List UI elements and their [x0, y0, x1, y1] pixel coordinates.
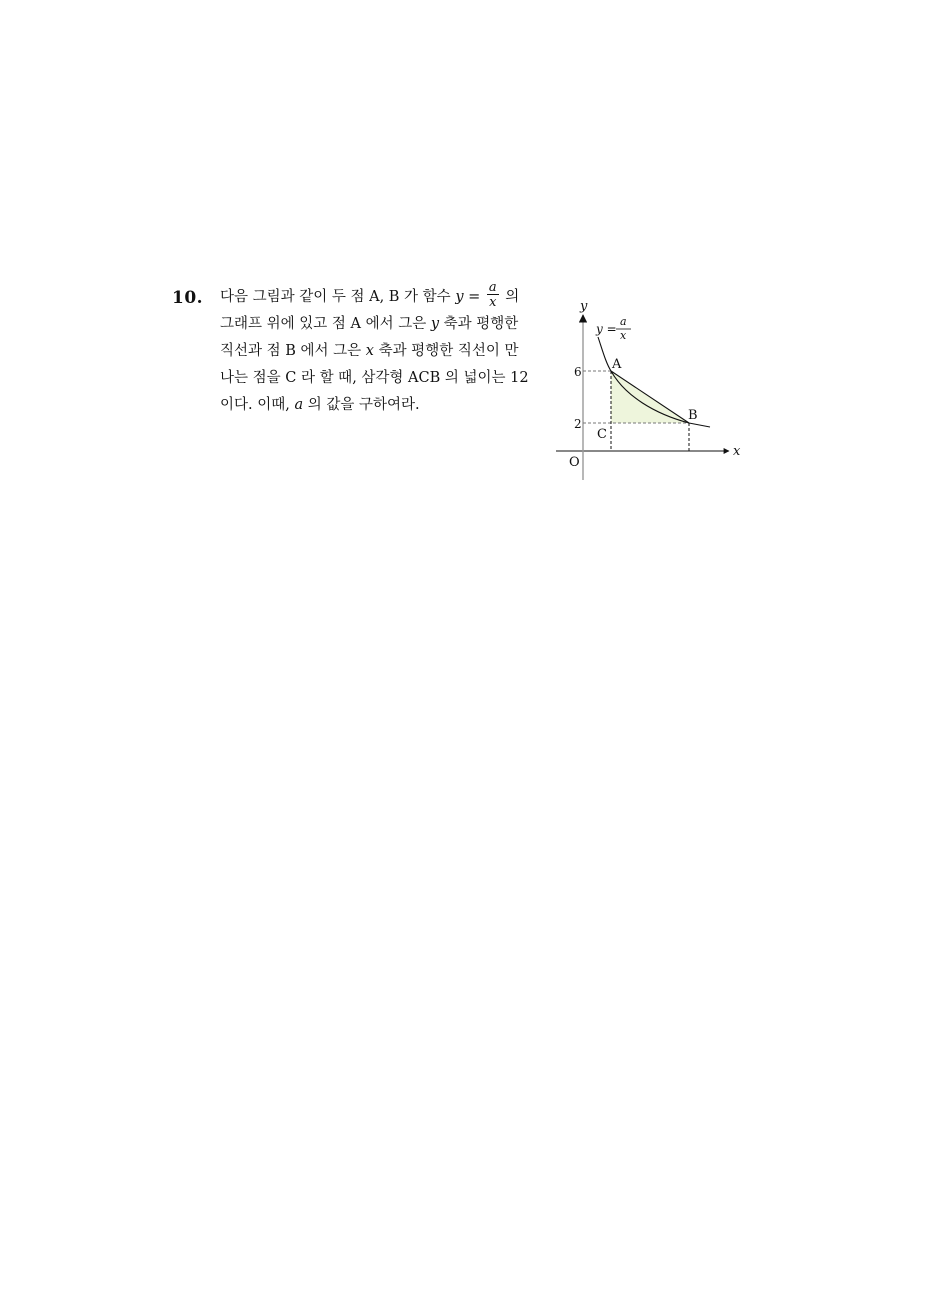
problem-number: 10. [172, 288, 204, 308]
curve-label-den: x [620, 329, 627, 342]
curve-label-lhs: y = [596, 322, 617, 336]
problem-line-4: 나는 점을 C 라 할 때, 삼각형 ACB 의 넓이는 12 [220, 370, 529, 386]
y-axis-label: y [580, 299, 588, 314]
curve-label-num: a [620, 315, 627, 328]
problem-line-2: 그래프 위에 있고 점 A 에서 그은 y 축과 평행한 [220, 316, 519, 332]
point-a-label: A [612, 357, 622, 372]
x-axis-label: x [733, 444, 741, 459]
problem-line-1: 다음 그림과 같이 두 점 A, B 가 함수 y = $\frac{a}{x}$ 의 [220, 280, 520, 310]
tick-6-label: 6 [574, 365, 582, 379]
point-c-label: C [597, 427, 607, 442]
problem-line-5: 이다. 이때, a 의 값을 구하여라. [220, 397, 420, 413]
tick-2-label: 2 [574, 417, 582, 431]
point-b-label: B [688, 408, 698, 423]
hyperbola-figure [553, 295, 743, 485]
problem-text [220, 280, 540, 419]
problem-line-3: 직선과 점 B 에서 그은 x 축과 평행한 직선이 만 [220, 343, 519, 359]
fraction-a-over-x: $\frac{a}{x}$ [488, 280, 497, 310]
origin-label: O [569, 455, 580, 470]
